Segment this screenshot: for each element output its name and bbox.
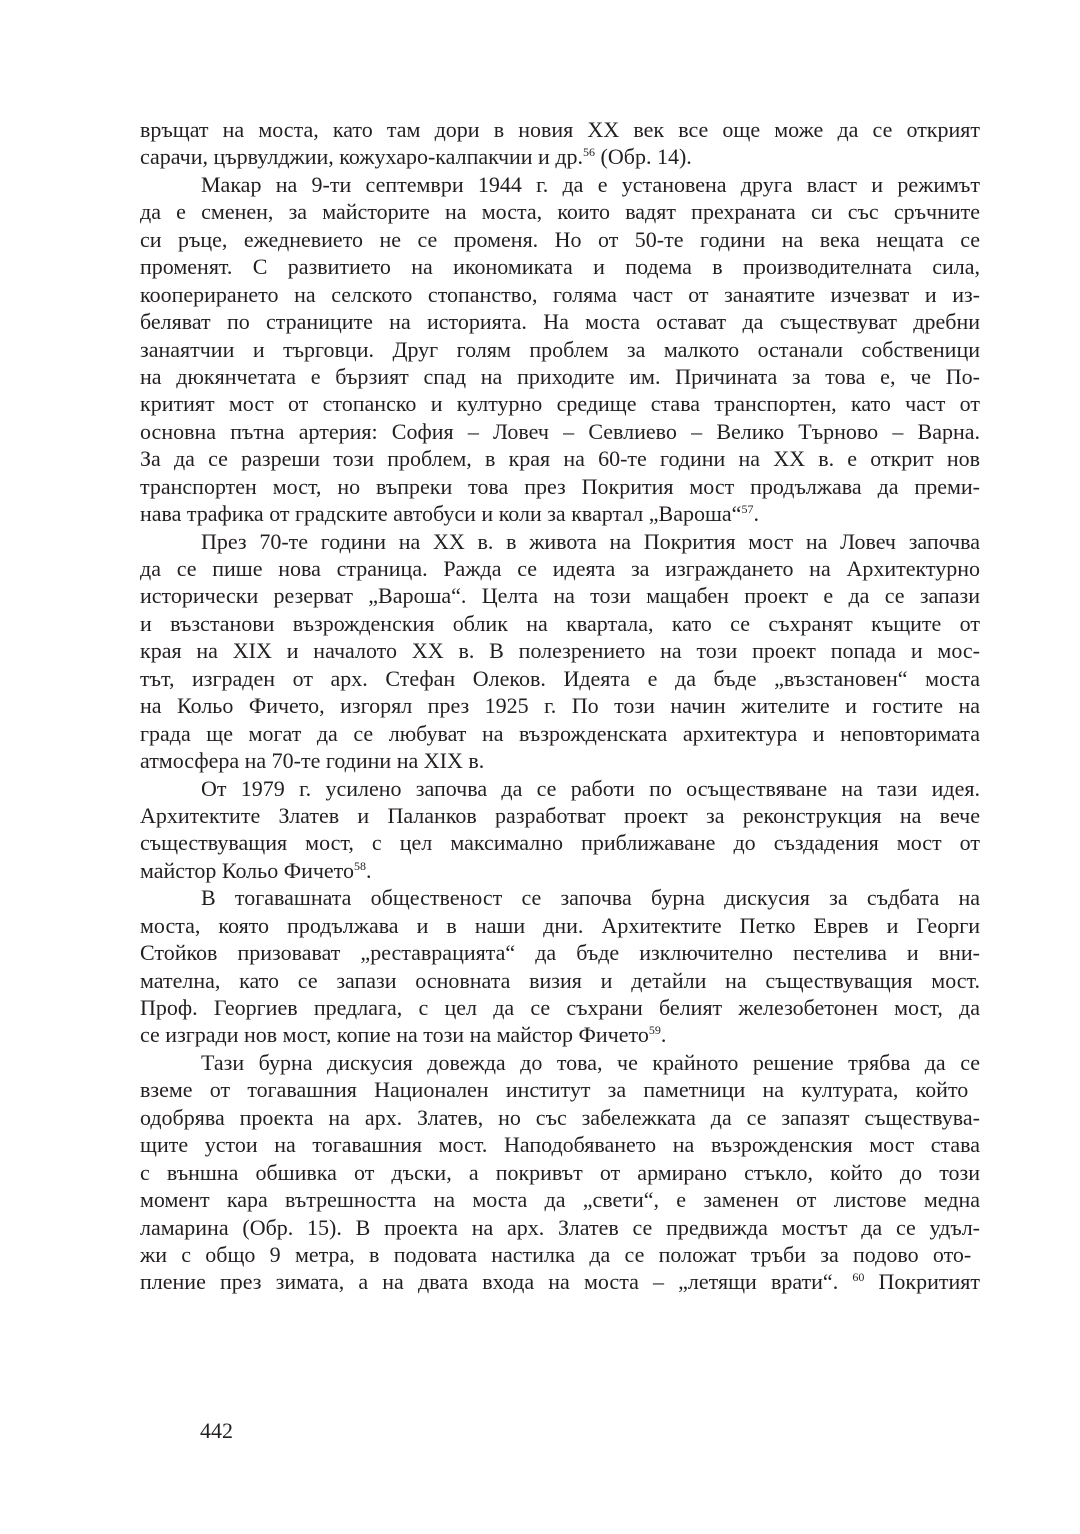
- text-line: [140, 1186, 980, 1213]
- text-line: [140, 829, 980, 856]
- text-line: [140, 747, 980, 774]
- line-text: За да се разреши този проблем, в края на 60-те години на XX в. е открит нов: [140, 446, 980, 472]
- line-text: През 70-те години на XX в. в живота на Покрития мост на Ловеч започва: [201, 528, 980, 554]
- paragraph: [140, 528, 980, 775]
- line-text: занаятчии и търговци. Друг голям проблем за малкото останали собственици: [140, 336, 980, 362]
- line-text: сарачи, цървулджии, кожухаро-калпакчии и др.: [140, 144, 584, 170]
- line-text: одобрява проекта на арх. Златев, но със забележката да се запазят съществува-: [140, 1104, 980, 1130]
- text-line: [201, 1049, 980, 1076]
- text-line: [140, 1076, 980, 1103]
- line-text: .: [753, 501, 759, 527]
- text-line: [140, 116, 980, 143]
- line-text: Макар на 9-ти септември 1944 г. да е установена друга власт и режимът: [201, 171, 980, 197]
- text-line: [140, 692, 980, 719]
- line-text: тът, изграден от арх. Стефан Олеков. Идеята е да бъде „възстановен“ моста: [140, 665, 980, 691]
- line-text: с външна обшивка от дъски, а покривът от армирано стъкло, който до този: [140, 1159, 980, 1185]
- text-line: [140, 637, 980, 664]
- text-line: [140, 226, 980, 253]
- line-text: Покритият: [864, 1269, 980, 1295]
- text-line: [140, 1214, 980, 1241]
- text-line: [201, 171, 980, 198]
- line-text: се изгради нов мост, копие на този на майстор Фичето: [140, 1022, 649, 1048]
- line-text: ламарина (Обр. 15). В проекта на арх. Златев се предвижда мостът да се удъл-: [140, 1214, 980, 1240]
- line-text: атмосфера на 70-те години на XIX в.: [140, 748, 485, 774]
- line-text: моста, която продължава и в наши дни. Архитектите Петко Еврев и Георги: [140, 912, 980, 938]
- footnote-ref: 59: [648, 1023, 661, 1038]
- text-line: [140, 939, 980, 966]
- line-text: щите устои на тогавашния мост. Наподобяването на възрожденския мост става: [140, 1132, 980, 1158]
- line-text: вземе от тогавашния Национален институт за паметници на културата, който: [140, 1077, 969, 1103]
- footnote-ref: 58: [354, 858, 367, 873]
- line-text: .: [660, 1022, 667, 1048]
- text-line: [140, 1104, 980, 1131]
- line-text: и възстанови възрожденския облик на квартала, като се съхранят къщите от: [140, 610, 980, 636]
- line-text: пление през зимата, а на двата входа на моста – „летящи врати“.: [140, 1269, 853, 1295]
- text-line: [140, 912, 980, 939]
- line-text: транспортен мост, но въпреки това през Покрития мост продължава да преми-: [140, 473, 980, 499]
- line-text: От 1979 г. усилено започва да се работи по осъществяване на тази идея.: [201, 775, 980, 801]
- line-text: да се пише нова страница. Ражда се идеята за изграждането на Архитектурно: [140, 556, 980, 581]
- text-line: [140, 281, 980, 308]
- page-number: 442: [200, 1418, 233, 1443]
- text-line: [140, 253, 980, 280]
- text-line: [140, 582, 980, 609]
- line-text: критият мост от стопанско и културно средище става транспортен, като част от: [140, 391, 980, 417]
- line-text: на дюкянчетата е бързият спад на приходите им. Причината за това е, че По-: [140, 363, 980, 389]
- line-text: променят. С развитието на икономиката и подема в производителната сила,: [140, 254, 980, 280]
- line-text: майстор Кольо Фичето: [140, 857, 355, 883]
- line-text: исторически резерват „Вароша“. Целта на този мащабен проект е да се запази: [140, 583, 980, 609]
- paragraph: [140, 171, 980, 528]
- paragraph: [140, 775, 980, 885]
- line-text: коопериранeто на селското стопанство, голяма част от занаятите изчезват и из-: [140, 281, 980, 307]
- paragraph: [140, 884, 980, 1049]
- text-line: [140, 1268, 980, 1295]
- line-text: края на XIX и началото XX в. В полезрението на този проект попада и мос-: [140, 638, 980, 664]
- text-line: [140, 473, 980, 500]
- line-text: Стойков призовават „реставрацията“ да бъде изключително пестелива и вни-: [140, 940, 980, 966]
- text-line: [140, 143, 980, 170]
- line-text: Тази бурна дискусия довежда до това, че крайното решение трябва да се: [201, 1049, 980, 1075]
- line-text: В тогавашната общественост се започва бурна дискусия за съдбата на: [201, 885, 980, 911]
- line-text: на Кольо Фичето, изгорял през 1925 г. По този начин жителите и гостите на: [140, 693, 980, 719]
- text-line: [140, 610, 980, 637]
- line-text: Архитектите Златев и Паланков разработват проект за реконструкция на вече: [140, 802, 980, 828]
- text-line: [140, 1131, 980, 1158]
- line-text: съществуващия мост, с цел максимално приближаване до създадения мост от: [140, 830, 980, 856]
- line-text: да е сменен, за майсторите на моста, които вадят прехраната си със сръчните: [140, 199, 980, 225]
- line-text: връщат на моста, като там дори в новия XX век все още може да се открият: [140, 117, 980, 142]
- paragraph: [140, 1049, 980, 1296]
- text-line: [140, 1241, 980, 1268]
- text-line: [140, 363, 980, 390]
- text-line: [140, 802, 980, 829]
- footnote-ref: 60: [852, 1270, 865, 1285]
- line-text: нава трафика от градските автобуси и коли за квартал „Вароша“: [140, 501, 742, 527]
- line-text: (Обр. 14).: [595, 144, 692, 170]
- text-line: [140, 967, 980, 994]
- text-line: [140, 857, 980, 884]
- line-text: основна пътна артерия: София – Ловеч – Севлиево – Велико Търново – Варна.: [140, 418, 980, 444]
- text-line: [140, 418, 980, 445]
- body-text: [140, 116, 980, 1296]
- footnote-ref: 57: [741, 502, 754, 517]
- text-line: [201, 775, 980, 802]
- line-text: момент кара вътрешността на моста да „свети“, е заменен от листове медна: [140, 1187, 980, 1213]
- text-line: [201, 528, 980, 555]
- text-line: [201, 884, 980, 911]
- text-line: [140, 308, 980, 335]
- line-text: .: [366, 857, 372, 883]
- line-text: Проф. Георгиев предлага, с цел да се съхрани белият железобетонен мост, да: [140, 995, 980, 1020]
- text-line: [140, 198, 980, 225]
- text-line: [140, 665, 980, 692]
- text-line: [140, 500, 980, 527]
- text-line: [140, 1159, 980, 1186]
- line-text: беляват по страниците на историята. На моста остават да съществуват дребни: [140, 309, 980, 335]
- text-line: [140, 720, 980, 747]
- paragraph: [140, 116, 980, 171]
- text-line: [140, 445, 980, 472]
- line-text: града ще могат да се любуват на възрожденската архитектура и неповторимата: [140, 720, 980, 746]
- line-text: си ръце, ежедневието не се променя. Но от 50-те години на века нещата се: [140, 226, 980, 252]
- text-line: [140, 994, 980, 1021]
- footnote-ref: 56: [583, 145, 596, 160]
- text-line: [140, 336, 980, 363]
- text-line: [140, 555, 980, 582]
- line-text: мателна, като се запази основната визия и детайли на съществуващия мост.: [140, 967, 980, 993]
- line-text: жи с общо 9 метра, в подовата настилка да се положат тръби за подово ото-: [140, 1241, 972, 1267]
- text-line: [140, 390, 980, 417]
- text-line: [140, 1021, 980, 1048]
